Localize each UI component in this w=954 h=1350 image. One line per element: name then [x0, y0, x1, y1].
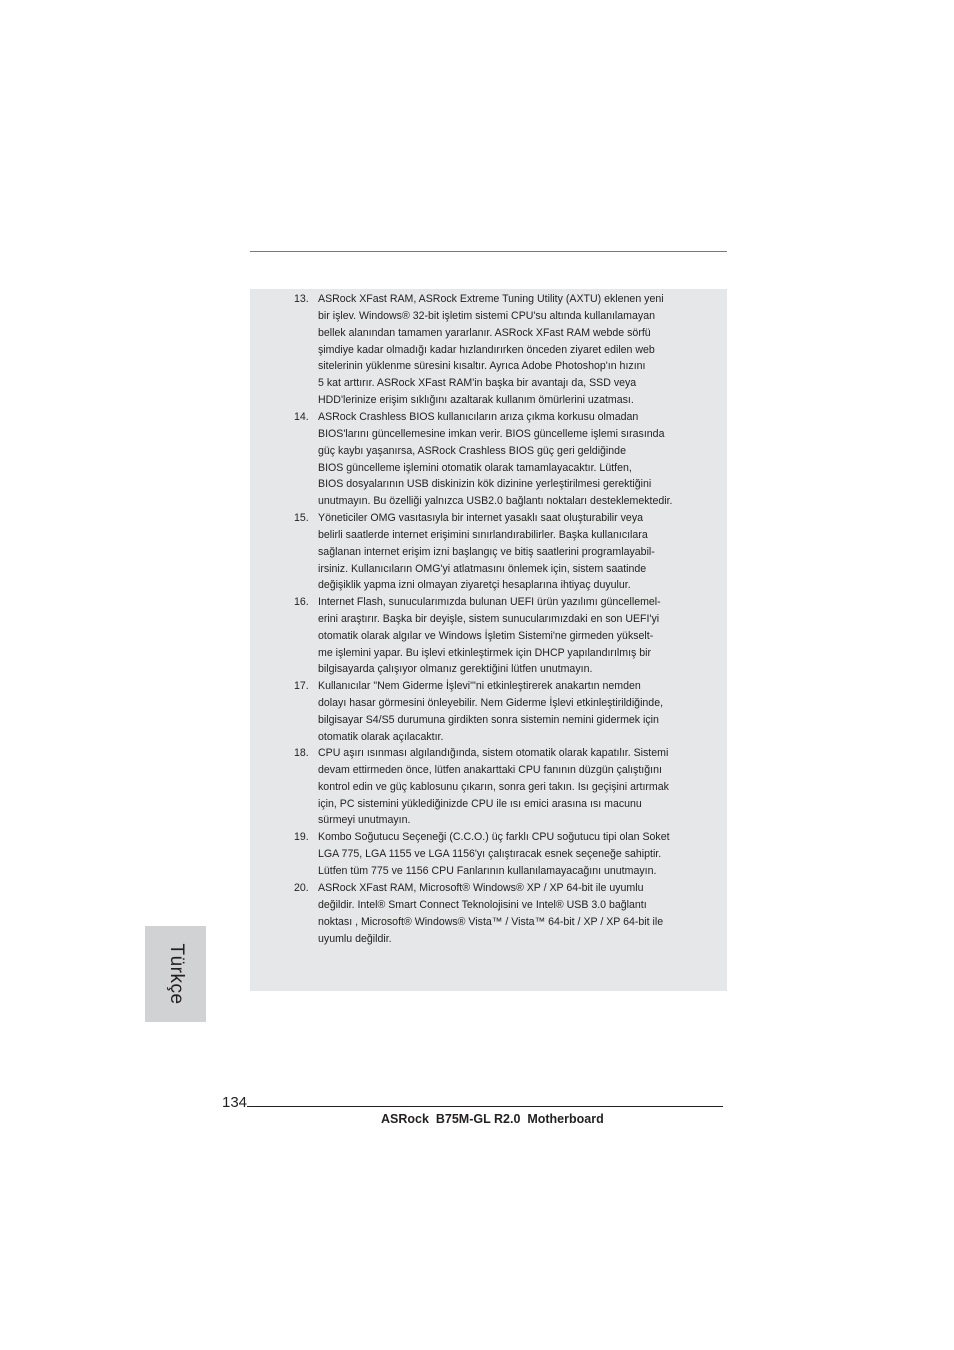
language-tab-label: Türkçe	[165, 943, 187, 1005]
footer-rule	[247, 1106, 723, 1107]
language-tab	[145, 926, 206, 1022]
note-number: 18.	[294, 747, 309, 759]
note-text: Kombo Soğutucu Seçeneği (C.C.O.) üç farklı CPU soğutucu tipi olan Soket LGA 775, LGA 1155 ve LGA 1156'yı çalıştıracak esnek seçeneğe sahiptir. Lütfen tüm 775 ve 1156 CPU Fanlarının kullanılamayacağını unutmayın.	[318, 831, 670, 877]
page-number: 134	[222, 1094, 248, 1111]
note-number: 15.	[294, 512, 309, 524]
note-number: 17.	[294, 680, 309, 692]
notes-panel	[250, 289, 727, 991]
note-number: 19.	[294, 831, 309, 843]
note-number: 16.	[294, 596, 309, 608]
header-rule	[250, 251, 727, 252]
note-text: ASRock XFast RAM, Microsoft® Windows® XP / XP 64-bit ile uyumlu değildir. Intel® Smart Connect Teknolojisini ve Intel® USB 3.0 bağlantı noktası , Microsoft® Windows® Vista™ / Vista™ 64-bit / XP / XP 64-bit ile uyumlu değildir.	[318, 882, 664, 945]
note-text: CPU aşırı ısınması algılandığında, sistem otomatik olarak kapatılır. Sistemi devam ettirmeden önce, lütfen anakarttaki CPU fanının düzgün çalıştığını kontrol edin ve güç kablosunu çıkarın, sonra geri takın. Isı geçişini artırmak için, PC sistemini yüklediğinizde CPU ile ısı emici arasına ısı macunu sürmeyi unutmayın.	[318, 747, 669, 827]
note-number: 14.	[294, 411, 309, 423]
footer-title: ASRock B75M-GL R2.0 Motherboard	[381, 1112, 604, 1126]
note-number: 20.	[294, 882, 309, 894]
note-text: Internet Flash, sunucularımızda bulunan UEFI ürün yazılımı güncellemel- erini araştırır. Başka bir deyişle, sistem sunucularımızdaki en son UEFI'yi otomatik olarak algılar ve Windows İşletim Sistemi'ne girmeden yükselt- me işlemini yapar. Bu işlevi etkinleştirmek için DHCP yapılandırılmış bir bilgisayarda çalışıyor olmanız gerektiğini lütfen unutmayın.	[318, 596, 661, 676]
note-text: ASRock XFast RAM, ASRock Extreme Tuning Utility (AXTU) eklenen yeni bir işlev. Windows® 32-bit işletim sistemi CPU'su altında kullanılamayan bellek alanından tamamen yararlanır. ASRock XFast RAM webde sörfü şimdiye kadar olmadığı kadar hızlandırırken önceden ziyaret edilen web sitelerinin yüklenme süresini kısaltır. Ayrıca Adobe Photoshop'ın hızını 5 kat arttırır. ASRock XFast RAM'in başka bir avantajı da, SSD veya HDD'lerinize erişim sıklığını azaltarak kullanım ömürlerini uzatması.	[318, 293, 664, 407]
note-text: ASRock Crashless BIOS kullanıcıların arıza çıkma korkusu olmadan BIOS'larını güncellemesine imkan verir. BIOS güncelleme işlemi sırasında güç kaybı yaşanırsa, ASRock Crashless BIOS güç geri geldiğinde BIOS güncelleme işlemini otomatik olarak tamamlayacaktır. Lütfen, BIOS dosyalarının USB diskinizin kök dizinine yerleştirilmesi gerektiğini unutmayın. Bu özelliği yalnızca USB2.0 bağlantı noktaları desteklemektedir.	[318, 411, 673, 508]
note-text: Yöneticiler OMG vasıtasıyla bir internet yasaklı saat oluşturabilir veya belirli saatlerde internet erişimini sınırlandırabilirler. Başka kullanıcılara sağlanan internet erişim izni başlangıç ve bitiş saatlerini programlayabil- irsiniz. Kullanıcıların OMG'yi atlatmasını önlemek için, sistem saatinde değişiklik yapma izni olmayan ziyaretçi hesaplarına ihtiyaç duyulur.	[318, 512, 655, 592]
note-number: 13.	[294, 293, 309, 305]
note-text: Kullanıcılar "Nem Giderme İşlevi"'ni etkinleştirerek anakartın nemden dolayı hasar görmesini önleyebilir. Nem Giderme İşlevi etkinleştirildiğinde, bilgisayar S4/S5 durumuna girdikten sonra sistemin nemini gidermek için otomatik olarak açılacaktır.	[318, 680, 664, 743]
